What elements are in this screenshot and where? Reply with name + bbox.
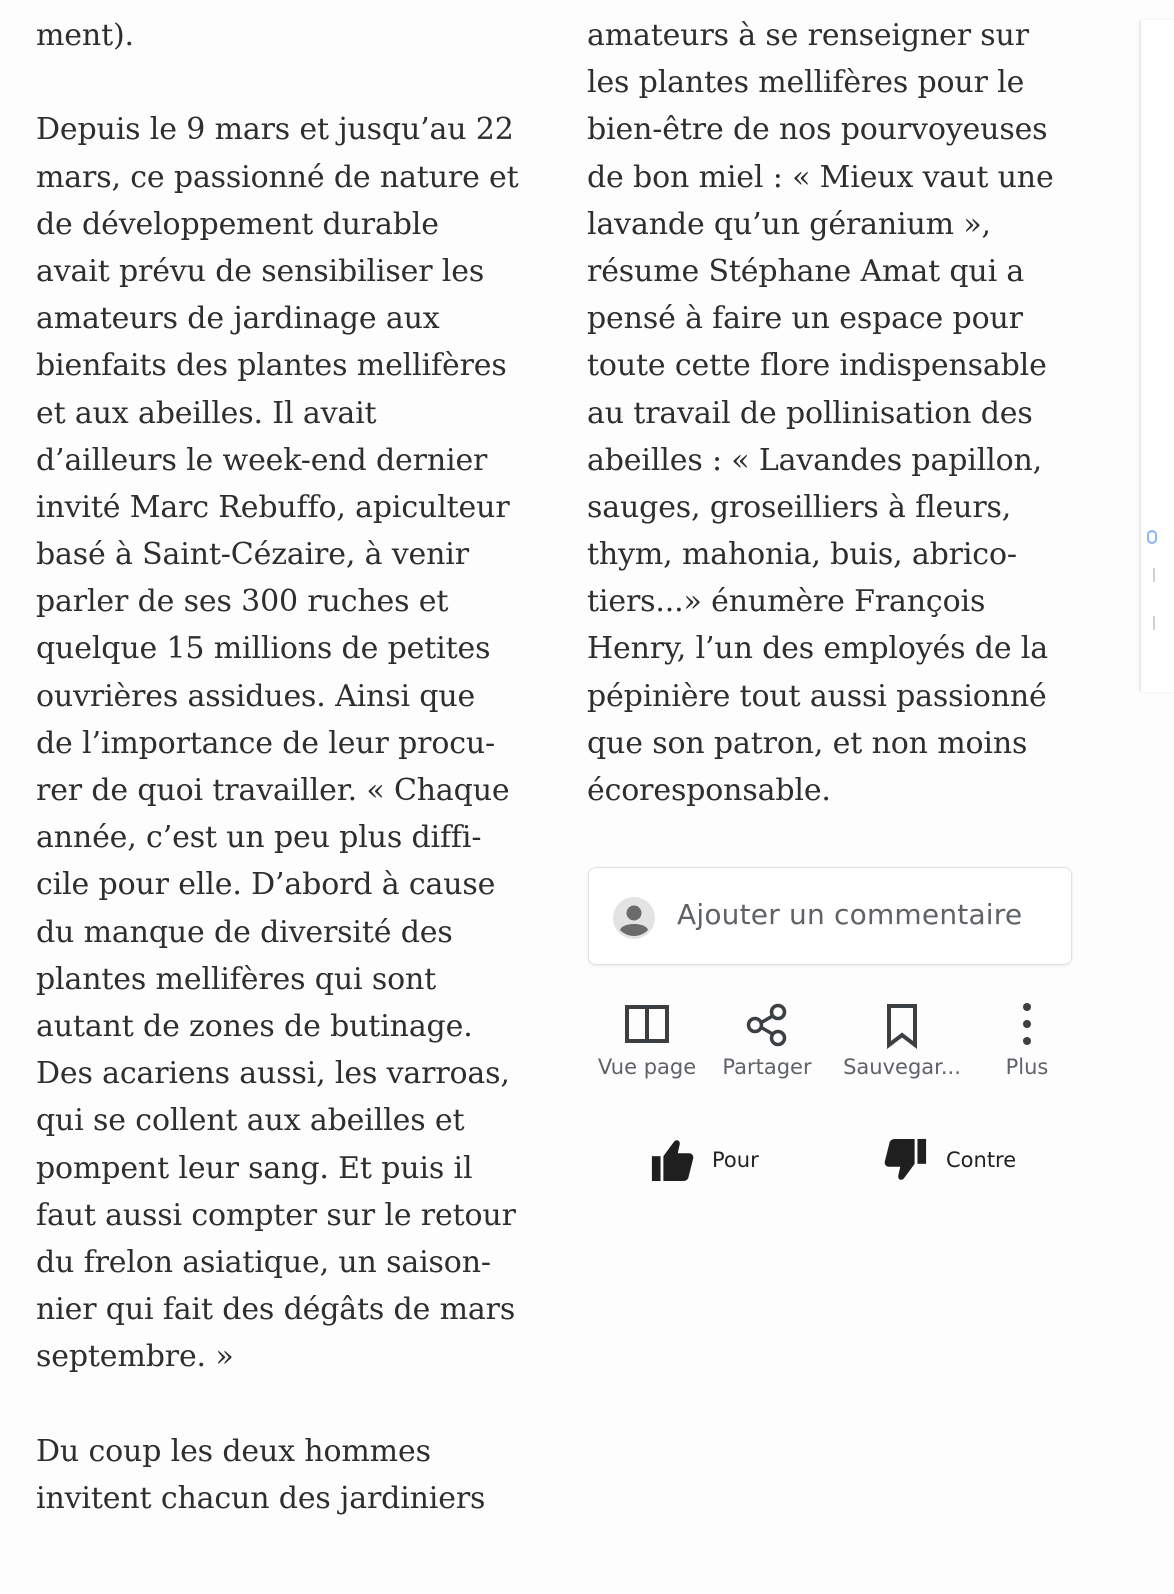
article-line: pompent leur sang. Et puis il	[36, 1150, 473, 1186]
user-avatar-icon	[613, 897, 655, 939]
more-vertical-icon	[997, 995, 1057, 1055]
add-comment-box[interactable]	[588, 867, 1072, 965]
article-line: Henry, l’un des employés de la	[587, 631, 1048, 667]
page-view-label: Vue page	[597, 1055, 697, 1079]
article-line: Depuis le 9 mars et jusqu’au 22	[36, 112, 514, 148]
article-line: bienfaits des plantes mellifères	[36, 348, 507, 384]
article-line: année, c’est un peu plus diffi-	[36, 820, 482, 856]
vote-down-button[interactable]	[884, 1130, 1016, 1190]
article-line: rer de quoi travailler. « Chaque	[36, 773, 510, 808]
save-button[interactable]	[838, 995, 966, 1079]
article-line: du frelon asiatique, un saison-	[36, 1244, 491, 1280]
article-line: invité Marc Rebuffo, apiculteur	[36, 489, 510, 525]
article-line: thym, mahonia, buis, abrico-	[587, 537, 1017, 573]
article-line: amateurs à se renseigner sur	[587, 18, 1029, 53]
article-line: mars, ce passionné de nature et	[36, 159, 519, 195]
more-button[interactable]	[988, 995, 1066, 1079]
article-line: parler de ses 300 ruches et	[36, 584, 449, 620]
thumbs-down-icon	[884, 1135, 928, 1185]
article-line: toute cette flore indispensable	[587, 348, 1047, 384]
article-line	[36, 59, 536, 106]
vote-down-label: Contre	[946, 1148, 1017, 1172]
article-toolbar	[588, 995, 1072, 1095]
article-line: Des acariens aussi, les varroas,	[36, 1056, 510, 1092]
panel-indicator-icon	[1147, 530, 1157, 544]
article-line: de bon miel : « Mieux vaut une	[587, 159, 1054, 195]
article-line: et aux abeilles. Il avait	[36, 395, 377, 431]
article-line: résume Stéphane Amat qui a	[587, 253, 1025, 289]
article-line: pépinière tout aussi passionné	[587, 678, 1047, 714]
article-line: septembre. »	[36, 1339, 234, 1375]
bookmark-icon	[872, 995, 932, 1055]
article-line: Du coup les deux hommes	[36, 1433, 431, 1469]
article-line: de développement durable	[36, 206, 439, 242]
page-view-button[interactable]	[588, 995, 706, 1079]
article-line: basé à Saint-Cézaire, à venir	[36, 537, 469, 573]
share-icon	[737, 995, 797, 1055]
article-line: faut aussi compter sur le retour	[36, 1197, 516, 1233]
article-line: ouvrières assidues. Ainsi que	[36, 678, 476, 714]
article-line: que son patron, et non moins	[587, 725, 1028, 761]
article-line: quelque 15 millions de petites	[36, 631, 491, 667]
article-line: d’ailleurs le week-end dernier	[36, 442, 488, 478]
save-label: Sauvegar...	[843, 1055, 961, 1079]
article-line: nier qui fait des dégâts de mars	[36, 1292, 516, 1328]
panel-mark	[1153, 568, 1155, 582]
more-label: Plus	[1005, 1055, 1049, 1079]
vote-up-label: Pour	[712, 1148, 759, 1172]
article-line: abeilles : « Lavandes papillon,	[587, 442, 1043, 478]
article-line: les plantes mellifères pour le	[587, 65, 1025, 101]
article-line: écoresponsable.	[587, 773, 831, 808]
article-line: amateurs de jardinage aux	[36, 301, 440, 337]
article-column-right	[587, 12, 1087, 814]
article-line: qui se collent aux abeilles et	[36, 1103, 465, 1139]
article-line: cile pour elle. D’abord à cause	[36, 867, 496, 903]
share-button[interactable]	[716, 995, 818, 1079]
book-open-icon	[617, 995, 677, 1055]
thumbs-up-icon	[650, 1135, 694, 1185]
article-line: avait prévu de sensibiliser les	[36, 253, 485, 289]
share-label: Partager	[722, 1055, 812, 1079]
article-line: au travail de pollinisation des	[587, 395, 1033, 431]
article-line: du manque de diversité des	[36, 914, 453, 950]
article-line: bien-être de nos pourvoyeuses	[587, 112, 1048, 148]
panel-mark	[1153, 616, 1155, 630]
article-line: ment).	[36, 18, 134, 53]
article-line: de l’importance de leur procu-	[36, 725, 496, 761]
article-line: plantes mellifères qui sont	[36, 961, 437, 997]
article-line	[36, 1380, 536, 1427]
article-line: sauges, groseilliers à fleurs,	[587, 489, 1012, 525]
vote-up-button[interactable]	[650, 1130, 759, 1190]
article-line: invitent chacun des jardiniers	[36, 1480, 486, 1516]
article-line: autant de zones de butinage.	[36, 1008, 473, 1044]
comment-placeholder: Ajouter un commentaire	[677, 898, 1023, 931]
side-panel-edge	[1140, 20, 1174, 692]
article-line: pensé à faire un espace pour	[587, 301, 1023, 337]
article-line: lavande qu’un géranium »,	[587, 206, 991, 242]
article-line: tiers...» énumère François	[587, 584, 986, 620]
article-column-left	[36, 12, 536, 1522]
